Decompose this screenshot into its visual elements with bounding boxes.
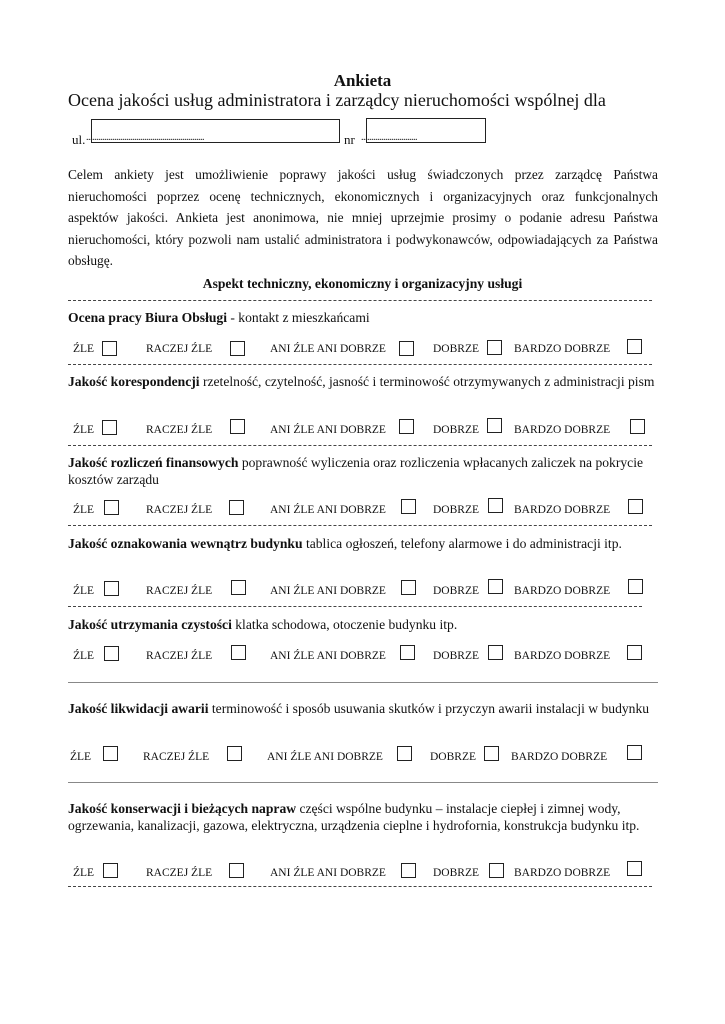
checkbox-zle[interactable] <box>102 341 117 356</box>
street-dots: ........................................................... <box>86 132 204 143</box>
divider <box>68 300 652 301</box>
checkbox-ani-zle-ani-dobrze[interactable] <box>399 419 414 434</box>
option-label: ANI ŹLE ANI DOBRZE <box>270 424 386 436</box>
option-label: BARDZO DOBRZE <box>514 585 611 597</box>
checkbox-bardzo-dobrze[interactable] <box>627 339 642 354</box>
checkbox-ani-zle-ani-dobrze[interactable] <box>400 645 415 660</box>
divider <box>68 682 658 683</box>
checkbox-raczej-zle[interactable] <box>230 419 245 434</box>
number-dots: ............................ <box>361 132 417 143</box>
option-label: DOBRZE <box>433 504 479 516</box>
option-label: ŹLE <box>73 585 95 597</box>
checkbox-zle[interactable] <box>103 863 118 878</box>
section-heading: Aspekt techniczny, ekonomiczny i organizacyjny usługi <box>202 276 523 291</box>
checkbox-bardzo-dobrze[interactable] <box>627 645 642 660</box>
checkbox-raczej-zle[interactable] <box>231 580 246 595</box>
checkbox-bardzo-dobrze[interactable] <box>628 579 643 594</box>
divider <box>68 364 652 365</box>
question-3 <box>68 454 656 488</box>
option-label: ANI ŹLE ANI DOBRZE <box>267 751 383 763</box>
checkbox-dobrze[interactable] <box>487 418 502 433</box>
option-label: ŹLE <box>73 343 95 355</box>
question-desc: tablica ogłoszeń, telefony alarmowe i do administracji itp. <box>302 536 622 551</box>
option-label: ANI ŹLE ANI DOBRZE <box>270 867 386 879</box>
question-desc: - kontakt z mieszkańcami <box>226 310 370 325</box>
question-desc: poprawność wyliczenia oraz rozliczenia wpłacanych zaliczek na pokrycie kosztów zarządu <box>68 455 644 487</box>
checkbox-zle[interactable] <box>104 500 119 515</box>
question-7 <box>68 800 656 834</box>
checkbox-dobrze[interactable] <box>487 340 502 355</box>
checkbox-zle[interactable] <box>102 420 117 435</box>
question-4 <box>68 535 656 552</box>
checkbox-dobrze[interactable] <box>488 498 503 513</box>
question-title: Jakość likwidacji awarii <box>68 701 209 716</box>
option-label: ŹLE <box>70 751 92 763</box>
street-input[interactable] <box>91 119 340 143</box>
option-label: ANI ŹLE ANI DOBRZE <box>270 650 386 662</box>
divider <box>68 525 652 526</box>
checkbox-bardzo-dobrze[interactable] <box>627 745 642 760</box>
question-6 <box>68 700 656 717</box>
option-label: RACZEJ ŹLE <box>146 867 213 879</box>
divider <box>68 606 642 607</box>
checkbox-dobrze[interactable] <box>488 579 503 594</box>
checkbox-ani-zle-ani-dobrze[interactable] <box>399 341 414 356</box>
option-label: ANI ŹLE ANI DOBRZE <box>270 585 386 597</box>
divider <box>68 445 652 446</box>
option-label: BARDZO DOBRZE <box>514 424 611 436</box>
question-desc: części wspólne budynku – instalacje ciepłej i zimnej wody, ogrzewania, kanalizacji, gazowa, elektryczna, urządzenia cieplne i hydrofornia, konstrukcja budynku itp. <box>68 801 640 833</box>
question-desc: klatka schodowa, otoczenie budynku itp. <box>231 617 458 632</box>
option-label: RACZEJ ŹLE <box>146 650 213 662</box>
street-label: ul. <box>72 132 86 147</box>
option-label: ŹLE <box>73 504 95 516</box>
question-desc: terminowość i sposób usuwania skutków i przyczyn awarii instalacji w budynku <box>208 701 650 716</box>
question-title: Jakość konserwacji i bieżących napraw <box>68 801 297 816</box>
option-label: RACZEJ ŹLE <box>146 343 213 355</box>
option-label: RACZEJ ŹLE <box>146 585 213 597</box>
checkbox-raczej-zle[interactable] <box>229 863 244 878</box>
question-title: Jakość utrzymania czystości <box>68 617 232 632</box>
question-title: Jakość korespondencji <box>68 374 200 389</box>
checkbox-zle[interactable] <box>103 746 118 761</box>
checkbox-ani-zle-ani-dobrze[interactable] <box>401 580 416 595</box>
option-label: ŹLE <box>73 650 95 662</box>
option-label: DOBRZE <box>433 650 479 662</box>
checkbox-ani-zle-ani-dobrze[interactable] <box>397 746 412 761</box>
survey-title: Ankieta <box>333 71 392 90</box>
option-label: ŹLE <box>73 867 95 879</box>
question-title: Jakość oznakowania wewnątrz budynku <box>68 536 303 551</box>
option-label: DOBRZE <box>433 424 479 436</box>
divider <box>68 782 658 783</box>
number-label: nr <box>344 132 355 147</box>
checkbox-bardzo-dobrze[interactable] <box>630 419 645 434</box>
question-5 <box>68 616 656 633</box>
question-desc: rzetelność, czytelność, jasność i terminowość otrzymywanych z administracji pism <box>199 374 655 389</box>
option-label: ŹLE <box>73 424 95 436</box>
checkbox-zle[interactable] <box>104 646 119 661</box>
option-label: DOBRZE <box>433 585 479 597</box>
divider <box>68 886 652 887</box>
option-label: BARDZO DOBRZE <box>511 751 608 763</box>
option-label: BARDZO DOBRZE <box>514 867 611 879</box>
number-input[interactable] <box>366 118 486 143</box>
option-label: RACZEJ ŹLE <box>146 424 213 436</box>
checkbox-raczej-zle[interactable] <box>230 341 245 356</box>
survey-subtitle: Ocena jakości usług administratora i zarządcy nieruchomości wspólnej dla <box>68 90 606 110</box>
option-label: BARDZO DOBRZE <box>514 343 611 355</box>
checkbox-ani-zle-ani-dobrze[interactable] <box>401 863 416 878</box>
option-label: ANI ŹLE ANI DOBRZE <box>270 504 386 516</box>
checkbox-dobrze[interactable] <box>488 645 503 660</box>
option-label: DOBRZE <box>433 343 479 355</box>
checkbox-raczej-zle[interactable] <box>229 500 244 515</box>
option-label: RACZEJ ŹLE <box>143 751 210 763</box>
option-label: RACZEJ ŹLE <box>146 504 213 516</box>
checkbox-bardzo-dobrze[interactable] <box>628 499 643 514</box>
option-label: DOBRZE <box>430 751 476 763</box>
option-label: BARDZO DOBRZE <box>514 504 611 516</box>
question-title: Jakość rozliczeń finansowych <box>68 455 239 470</box>
question-title: Ocena pracy Biura Obsługi <box>68 310 227 325</box>
checkbox-bardzo-dobrze[interactable] <box>627 861 642 876</box>
checkbox-dobrze[interactable] <box>489 863 504 878</box>
intro-paragraph: Celem ankiety jest umożliwienie poprawy jakości usług świadczonych przez zarządcę Państwa nieruchomości poprzez ocenę technicznych, ekonomicznych i organizacyjnych oraz funkcjonalnych aspektów jakości. Ankieta jest anonimowa, nie mniej uprzejmie prosimy o podanie adresu Państwa nieruchomości, który pozwoli nam ustalić administratora i podwykonawców, odpowiadających za Państwa obsługę. <box>68 167 658 268</box>
checkbox-dobrze[interactable] <box>484 746 499 761</box>
option-label: ANI ŹLE ANI DOBRZE <box>270 343 386 355</box>
checkbox-zle[interactable] <box>104 581 119 596</box>
option-label: DOBRZE <box>433 867 479 879</box>
question-1 <box>68 309 656 326</box>
question-2 <box>68 373 656 390</box>
checkbox-raczej-zle[interactable] <box>227 746 242 761</box>
checkbox-raczej-zle[interactable] <box>231 645 246 660</box>
checkbox-ani-zle-ani-dobrze[interactable] <box>401 499 416 514</box>
option-label: BARDZO DOBRZE <box>514 650 611 662</box>
